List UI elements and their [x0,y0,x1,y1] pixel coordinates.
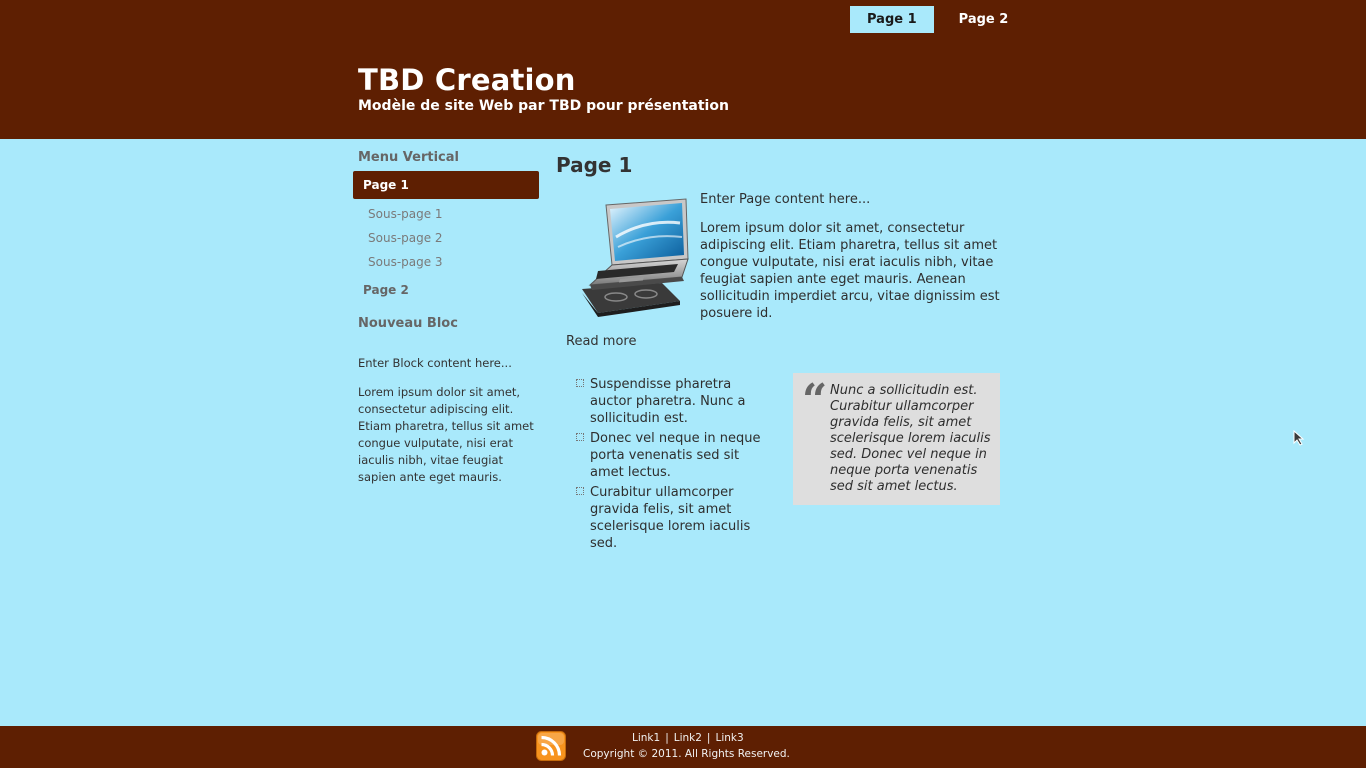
footer-links [632,732,744,744]
list-item [576,376,776,427]
quote-icon: “ [802,375,828,426]
list-item [576,484,776,552]
read-more-link[interactable]: Read more [566,334,637,349]
nav-tab-page-2[interactable]: Page 2 [958,12,1009,27]
page-intro: Enter Page content here... [700,192,871,207]
quote-text: Nunc a sollicitudin est. Curabitur ullamcorper gravida felis, sit amet scelerisque lorem iaculis sed. Donec vel neque in neque porta venenatis sed sit amet lectus. [830,383,991,494]
sidebar-subitem-2[interactable]: Sous-page 2 [368,231,443,245]
block-intro: Enter Block content here... [358,356,512,370]
blockquote [793,373,1000,505]
sidebar [353,150,539,486]
page-title: Page 1 [556,153,633,177]
link-separator: | [706,732,711,744]
site-footer [0,726,1366,768]
block-content [353,355,539,486]
page-content [700,191,1000,322]
block-heading: Nouveau Bloc [358,316,458,331]
block-paragraph: Lorem ipsum dolor sit amet, consectetur adipiscing elit. Etiam pharetra, tellus sit amet congue vulputate, nisi erat iaculis nibh, vitae feugiat sapien ante eget mauris. [358,385,534,484]
bullet-icon [576,487,584,495]
submenu-list [353,205,539,277]
menu-heading: Menu Vertical [358,150,459,165]
list-item-text: Donec vel neque in neque porta venenatis sed sit amet lectus. [590,431,761,480]
footer-link-3[interactable]: Link3 [715,732,744,744]
sidebar-subitem-1[interactable]: Sous-page 1 [368,207,443,221]
page-paragraph: Lorem ipsum dolor sit amet, consectetur adipiscing elit. Etiam pharetra, tellus sit amet congue vulputate, nisi erat iaculis nibh, vitae feugiat sapien ante eget mauris. Aenean sollicitudin imperdiet arcu, vitae dignissim est posuere id. [700,221,1000,321]
bullet-list [576,376,776,555]
site-subtitle: Modèle de site Web par TBD pour présentation [358,98,729,114]
nav-tab-page-1[interactable]: Page 1 [850,6,934,33]
bullet-icon [576,433,584,441]
bullet-icon [576,379,584,387]
copyright-text: Copyright © 2011. All Rights Reserved. [583,748,790,760]
list-item [576,430,776,481]
list-item-text: Suspendisse pharetra auctor pharetra. Nunc a sollicitudin est. [590,377,746,426]
rss-icon[interactable] [536,731,566,761]
site-title[interactable]: TBD Creation [358,63,576,97]
link-separator: | [665,732,669,744]
sidebar-subitem-3[interactable]: Sous-page 3 [368,255,443,269]
footer-link-1[interactable]: Link1 [632,732,661,744]
site-header [0,0,1366,139]
sidebar-item-page-1[interactable]: Page 1 [353,171,539,199]
list-item-text: Curabitur ullamcorper gravida felis, sit amet scelerisque lorem iaculis sed. [590,485,751,551]
top-navigation [850,6,1025,33]
footer-link-2[interactable]: Link2 [673,732,702,744]
mouse-cursor-icon [1293,430,1305,446]
main-content [556,150,1001,551]
sidebar-item-page-2[interactable]: Page 2 [363,283,409,297]
laptop-image [576,197,692,321]
